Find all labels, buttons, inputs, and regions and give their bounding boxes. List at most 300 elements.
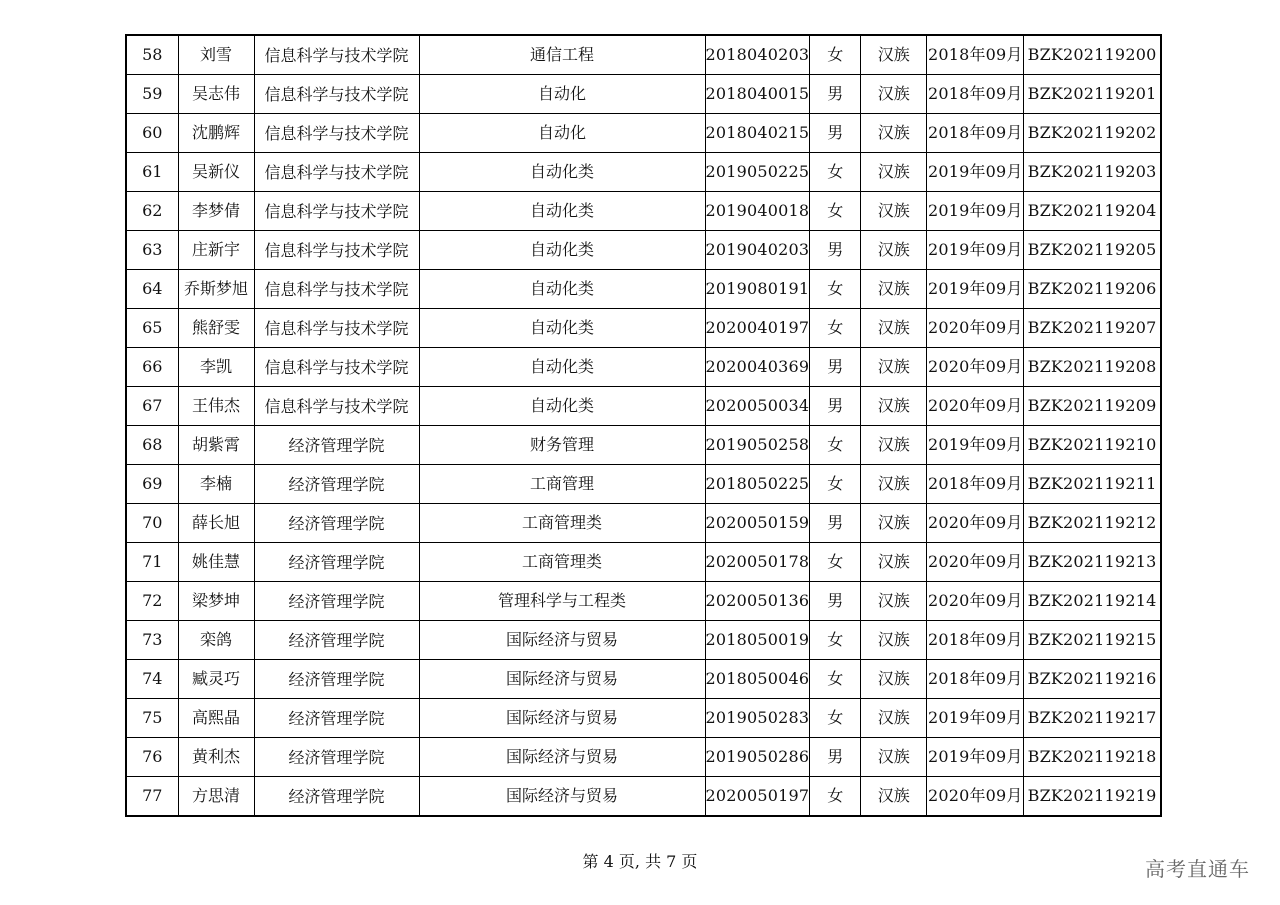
enrollment-date-cell [927,309,1024,348]
college-cell [254,348,419,387]
row-number-cell-text: 75 [142,709,163,727]
gender-cell-text: 女 [827,670,844,688]
row-number-cell-text: 72 [142,592,163,610]
student-name-cell [178,504,254,543]
enrollment-date-cell [927,270,1024,309]
college-cell-text: 经济管理学院 [288,592,385,611]
student-id-cell [705,738,810,777]
table-row [126,153,1161,192]
ethnicity-cell [861,738,927,777]
enrollment-date-cell-text: 2019年09月 [927,436,1023,454]
row-number-cell-text: 73 [142,631,163,649]
student-name-cell-text: 栾鸽 [199,631,232,649]
major-cell-text: 自动化类 [529,280,594,298]
enrollment-date-cell [927,75,1024,114]
registration-code-cell [1024,426,1161,465]
college-cell-text: 经济管理学院 [288,475,385,494]
row-number-cell-text: 61 [142,163,163,181]
student-name-cell-text: 薛长旭 [191,514,240,532]
major-cell-text: 自动化 [537,124,586,142]
student-id-cell [705,387,810,426]
major-cell-text: 国际经济与贸易 [505,748,618,766]
registration-code-cell-text: BZK202119213 [1027,553,1157,571]
row-number-cell-text: 70 [142,514,163,532]
table-row [126,426,1161,465]
table-row [126,660,1161,699]
student-name-cell [178,426,254,465]
student-id-cell [705,582,810,621]
ethnicity-cell-text: 汉族 [877,553,910,571]
student-name-cell-text: 庄新宇 [191,241,240,259]
registration-code-cell-text: BZK202119211 [1027,475,1157,493]
college-cell-text: 经济管理学院 [288,553,385,572]
student-name-cell [178,114,254,153]
major-cell [419,738,705,777]
row-number-cell [126,192,178,231]
college-cell-text: 信息科学与技术学院 [264,319,409,338]
enrollment-date-cell-text: 2020年09月 [927,553,1023,571]
student-id-cell-text: 2019050225 [705,163,810,181]
gender-cell-text: 男 [827,514,844,532]
registration-code-cell-text: BZK202119209 [1027,397,1157,415]
registration-code-cell-text: BZK202119203 [1027,163,1157,181]
row-number-cell-text: 67 [142,397,163,415]
registration-code-cell-text: BZK202119217 [1027,709,1157,727]
student-name-cell [178,231,254,270]
table-row [126,543,1161,582]
gender-cell [810,35,861,75]
enrollment-date-cell-text: 2020年09月 [927,397,1023,415]
row-number-cell [126,777,178,817]
ethnicity-cell [861,465,927,504]
enrollment-date-cell-text: 2018年09月 [927,85,1023,103]
ethnicity-cell-text: 汉族 [877,163,910,181]
ethnicity-cell-text: 汉族 [877,787,910,805]
enrollment-date-cell-text: 2019年09月 [927,748,1023,766]
enrollment-date-cell [927,738,1024,777]
enrollment-date-cell-text: 2018年09月 [927,46,1023,64]
enrollment-date-cell-text: 2020年09月 [927,358,1023,376]
student-id-cell-text: 2019080191 [705,280,810,298]
major-cell [419,582,705,621]
student-id-cell-text: 2020050178 [705,553,810,571]
gender-cell [810,777,861,817]
ethnicity-cell-text: 汉族 [877,202,910,220]
table-row [126,738,1161,777]
enrollment-date-cell-text: 2020年09月 [927,319,1023,337]
major-cell [419,270,705,309]
ethnicity-cell-text: 汉族 [877,631,910,649]
enrollment-date-cell [927,35,1024,75]
ethnicity-cell-text: 汉族 [877,124,910,142]
major-cell [419,465,705,504]
registration-code-cell-text: BZK202119200 [1027,46,1157,64]
enrollment-date-cell-text: 2018年09月 [927,124,1023,142]
row-number-cell-text: 62 [142,202,163,220]
student-id-cell-text: 2018050225 [705,475,810,493]
gender-cell [810,621,861,660]
major-cell [419,153,705,192]
gender-cell [810,231,861,270]
registration-code-cell [1024,543,1161,582]
watermark-text: 高考直通车 [1145,857,1250,881]
row-number-cell-text: 68 [142,436,163,454]
student-id-cell [705,660,810,699]
student-name-cell-text: 高熙晶 [191,709,240,727]
row-number-cell [126,465,178,504]
ethnicity-cell [861,660,927,699]
enrollment-date-cell-text: 2018年09月 [927,475,1023,493]
student-name-cell [178,738,254,777]
table-row [126,621,1161,660]
student-id-cell [705,35,810,75]
enrollment-date-cell-text: 2020年09月 [927,592,1023,610]
row-number-cell [126,153,178,192]
enrollment-date-cell-text: 2020年09月 [927,787,1023,805]
college-cell-text: 信息科学与技术学院 [264,241,409,260]
student-id-cell [705,75,810,114]
registration-code-cell [1024,35,1161,75]
row-number-cell-text: 77 [142,787,163,805]
enrollment-date-cell-text: 2019年09月 [927,280,1023,298]
ethnicity-cell-text: 汉族 [877,592,910,610]
registration-code-cell-text: BZK202119206 [1027,280,1157,298]
gender-cell [810,270,861,309]
row-number-cell [126,621,178,660]
ethnicity-cell-text: 汉族 [877,46,910,64]
row-number-cell-text: 60 [142,124,163,142]
major-cell [419,504,705,543]
ethnicity-cell [861,777,927,817]
gender-cell [810,738,861,777]
college-cell [254,309,419,348]
enrollment-date-cell-text: 2019年09月 [927,202,1023,220]
enrollment-date-cell [927,582,1024,621]
college-cell-text: 经济管理学院 [288,436,385,455]
student-id-cell [705,777,810,817]
college-cell [254,738,419,777]
student-id-cell-text: 2020050197 [705,787,810,805]
major-cell-text: 国际经济与贸易 [505,631,618,649]
major-cell-text: 自动化类 [529,163,594,181]
student-id-cell-text: 2020050136 [705,592,810,610]
student-name-cell [178,309,254,348]
college-cell [254,660,419,699]
table-row [126,699,1161,738]
student-name-cell [178,543,254,582]
major-cell-text: 管理科学与工程类 [497,592,626,610]
row-number-cell [126,348,178,387]
row-number-cell [126,426,178,465]
enrollment-date-cell-text: 2020年09月 [927,514,1023,532]
college-cell [254,777,419,817]
enrollment-date-cell [927,231,1024,270]
row-number-cell [126,270,178,309]
ethnicity-cell [861,192,927,231]
row-number-cell-text: 71 [142,553,163,571]
student-name-cell [178,777,254,817]
student-name-cell-text: 王伟杰 [191,397,240,415]
major-cell [419,348,705,387]
table-body [126,35,1161,816]
college-cell-text: 信息科学与技术学院 [264,397,409,416]
registration-code-cell [1024,309,1161,348]
student-id-cell [705,543,810,582]
table-row [126,75,1161,114]
row-number-cell [126,738,178,777]
college-cell-text: 经济管理学院 [288,709,385,728]
major-cell [419,75,705,114]
gender-cell-text: 男 [827,397,844,415]
student-id-cell-text: 2019050286 [705,748,810,766]
row-number-cell-text: 66 [142,358,163,376]
student-name-cell [178,75,254,114]
major-cell [419,543,705,582]
gender-cell-text: 男 [827,358,844,376]
registration-code-cell [1024,192,1161,231]
student-name-cell [178,270,254,309]
college-cell [254,153,419,192]
student-id-cell-text: 2020040369 [705,358,810,376]
major-cell [419,231,705,270]
college-cell [254,504,419,543]
registration-code-cell-text: BZK202119218 [1027,748,1157,766]
major-cell [419,309,705,348]
ethnicity-cell [861,621,927,660]
major-cell-text: 通信工程 [529,46,594,64]
table-row [126,270,1161,309]
college-cell-text: 经济管理学院 [288,670,385,689]
college-cell [254,543,419,582]
registration-code-cell [1024,699,1161,738]
student-name-cell-text: 李楠 [199,475,232,493]
gender-cell [810,504,861,543]
student-id-cell [705,309,810,348]
table-row [126,348,1161,387]
student-name-cell-text: 姚佳慧 [191,553,240,571]
student-name-cell-text: 胡紫霄 [191,436,240,454]
ethnicity-cell [861,426,927,465]
student-id-cell [705,621,810,660]
registration-code-cell-text: BZK202119207 [1027,319,1157,337]
student-name-cell-text: 沈鹏辉 [191,124,240,142]
ethnicity-cell [861,309,927,348]
row-number-cell [126,309,178,348]
student-name-cell [178,621,254,660]
enrollment-date-cell [927,621,1024,660]
enrollment-date-cell [927,192,1024,231]
major-cell-text: 工商管理类 [521,514,602,532]
enrollment-date-cell [927,543,1024,582]
registration-code-cell-text: BZK202119215 [1027,631,1157,649]
ethnicity-cell [861,75,927,114]
major-cell-text: 自动化类 [529,358,594,376]
enrollment-date-cell-text: 2019年09月 [927,241,1023,259]
row-number-cell [126,699,178,738]
gender-cell-text: 女 [827,436,844,454]
gender-cell [810,348,861,387]
row-number-cell [126,387,178,426]
gender-cell [810,192,861,231]
ethnicity-cell [861,114,927,153]
ethnicity-cell [861,35,927,75]
row-number-cell-text: 64 [142,280,163,298]
ethnicity-cell [861,387,927,426]
registration-code-cell [1024,465,1161,504]
student-name-cell-text: 方思清 [191,787,240,805]
student-id-cell [705,504,810,543]
row-number-cell [126,35,178,75]
major-cell [419,114,705,153]
gender-cell [810,660,861,699]
registration-code-cell-text: BZK202119210 [1027,436,1157,454]
college-cell-text: 经济管理学院 [288,631,385,650]
registration-code-cell [1024,660,1161,699]
ethnicity-cell [861,504,927,543]
registration-code-cell-text: BZK202119212 [1027,514,1157,532]
gender-cell [810,426,861,465]
row-number-cell-text: 76 [142,748,163,766]
college-cell-text: 信息科学与技术学院 [264,85,409,104]
major-cell [419,621,705,660]
ethnicity-cell [861,582,927,621]
ethnicity-cell [861,699,927,738]
table-row [126,35,1161,75]
student-name-cell [178,660,254,699]
ethnicity-cell-text: 汉族 [877,319,910,337]
registration-code-cell [1024,231,1161,270]
student-name-cell [178,582,254,621]
table-row [126,114,1161,153]
gender-cell-text: 男 [827,592,844,610]
major-cell-text: 自动化类 [529,202,594,220]
ethnicity-cell-text: 汉族 [877,397,910,415]
student-id-cell-text: 2018050019 [705,631,810,649]
registration-code-cell [1024,504,1161,543]
gender-cell-text: 女 [827,631,844,649]
page-number-footer: 第 4 页, 共 7 页 [582,852,698,871]
college-cell-text: 信息科学与技术学院 [264,124,409,143]
college-cell-text: 信息科学与技术学院 [264,163,409,182]
student-id-cell-text: 2018040203 [705,46,810,64]
student-list-table [125,34,1162,817]
registration-code-cell-text: BZK202119205 [1027,241,1157,259]
enrollment-date-cell-text: 2018年09月 [927,631,1023,649]
student-id-cell-text: 2019050258 [705,436,810,454]
college-cell-text: 信息科学与技术学院 [264,202,409,221]
student-name-cell-text: 刘雪 [199,46,232,64]
enrollment-date-cell [927,777,1024,817]
registration-code-cell [1024,387,1161,426]
college-cell [254,114,419,153]
enrollment-date-cell-text: 2018年09月 [927,670,1023,688]
table-row [126,309,1161,348]
student-id-cell [705,465,810,504]
row-number-cell [126,582,178,621]
student-name-cell-text: 李梦倩 [191,202,240,220]
college-cell [254,465,419,504]
ethnicity-cell [861,153,927,192]
gender-cell [810,582,861,621]
student-id-cell-text: 2019050283 [705,709,810,727]
gender-cell [810,465,861,504]
college-cell-text: 信息科学与技术学院 [264,280,409,299]
ethnicity-cell-text: 汉族 [877,280,910,298]
ethnicity-cell-text: 汉族 [877,748,910,766]
college-cell-text: 信息科学与技术学院 [264,46,409,65]
student-name-cell-text: 乔斯梦旭 [183,280,248,298]
college-cell-text: 经济管理学院 [288,514,385,533]
ethnicity-cell [861,348,927,387]
registration-code-cell-text: BZK202119208 [1027,358,1157,376]
student-name-cell-text: 李凯 [199,358,232,376]
gender-cell-text: 男 [827,124,844,142]
student-id-cell-text: 2019040018 [705,202,810,220]
enrollment-date-cell [927,699,1024,738]
major-cell [419,660,705,699]
student-id-cell-text: 2018040015 [705,85,810,103]
gender-cell [810,75,861,114]
gender-cell [810,309,861,348]
student-id-cell [705,426,810,465]
ethnicity-cell-text: 汉族 [877,475,910,493]
row-number-cell [126,114,178,153]
enrollment-date-cell-text: 2019年09月 [927,163,1023,181]
row-number-cell-text: 63 [142,241,163,259]
college-cell [254,35,419,75]
gender-cell [810,387,861,426]
table-row [126,582,1161,621]
college-cell [254,387,419,426]
registration-code-cell [1024,114,1161,153]
major-cell-text: 工商管理类 [521,553,602,571]
enrollment-date-cell [927,660,1024,699]
ethnicity-cell [861,231,927,270]
registration-code-cell [1024,621,1161,660]
table-row [126,231,1161,270]
student-id-cell-text: 2018040215 [705,124,810,142]
gender-cell [810,153,861,192]
college-cell [254,192,419,231]
gender-cell-text: 女 [827,202,844,220]
table-row [126,504,1161,543]
student-name-cell-text: 熊舒雯 [191,319,240,337]
enrollment-date-cell [927,387,1024,426]
major-cell [419,35,705,75]
student-id-cell [705,270,810,309]
table-row [126,387,1161,426]
registration-code-cell-text: BZK202119219 [1027,787,1157,805]
ethnicity-cell-text: 汉族 [877,670,910,688]
college-cell [254,582,419,621]
registration-code-cell [1024,75,1161,114]
major-cell-text: 自动化类 [529,241,594,259]
gender-cell [810,114,861,153]
student-name-cell-text: 黄利杰 [191,748,240,766]
table-row [126,777,1161,817]
enrollment-date-cell [927,504,1024,543]
gender-cell-text: 男 [827,85,844,103]
student-id-cell-text: 2018050046 [705,670,810,688]
major-cell-text: 国际经济与贸易 [505,709,618,727]
college-cell [254,426,419,465]
student-name-cell [178,348,254,387]
college-cell [254,75,419,114]
enrollment-date-cell [927,426,1024,465]
gender-cell-text: 女 [827,280,844,298]
college-cell [254,699,419,738]
major-cell [419,777,705,817]
